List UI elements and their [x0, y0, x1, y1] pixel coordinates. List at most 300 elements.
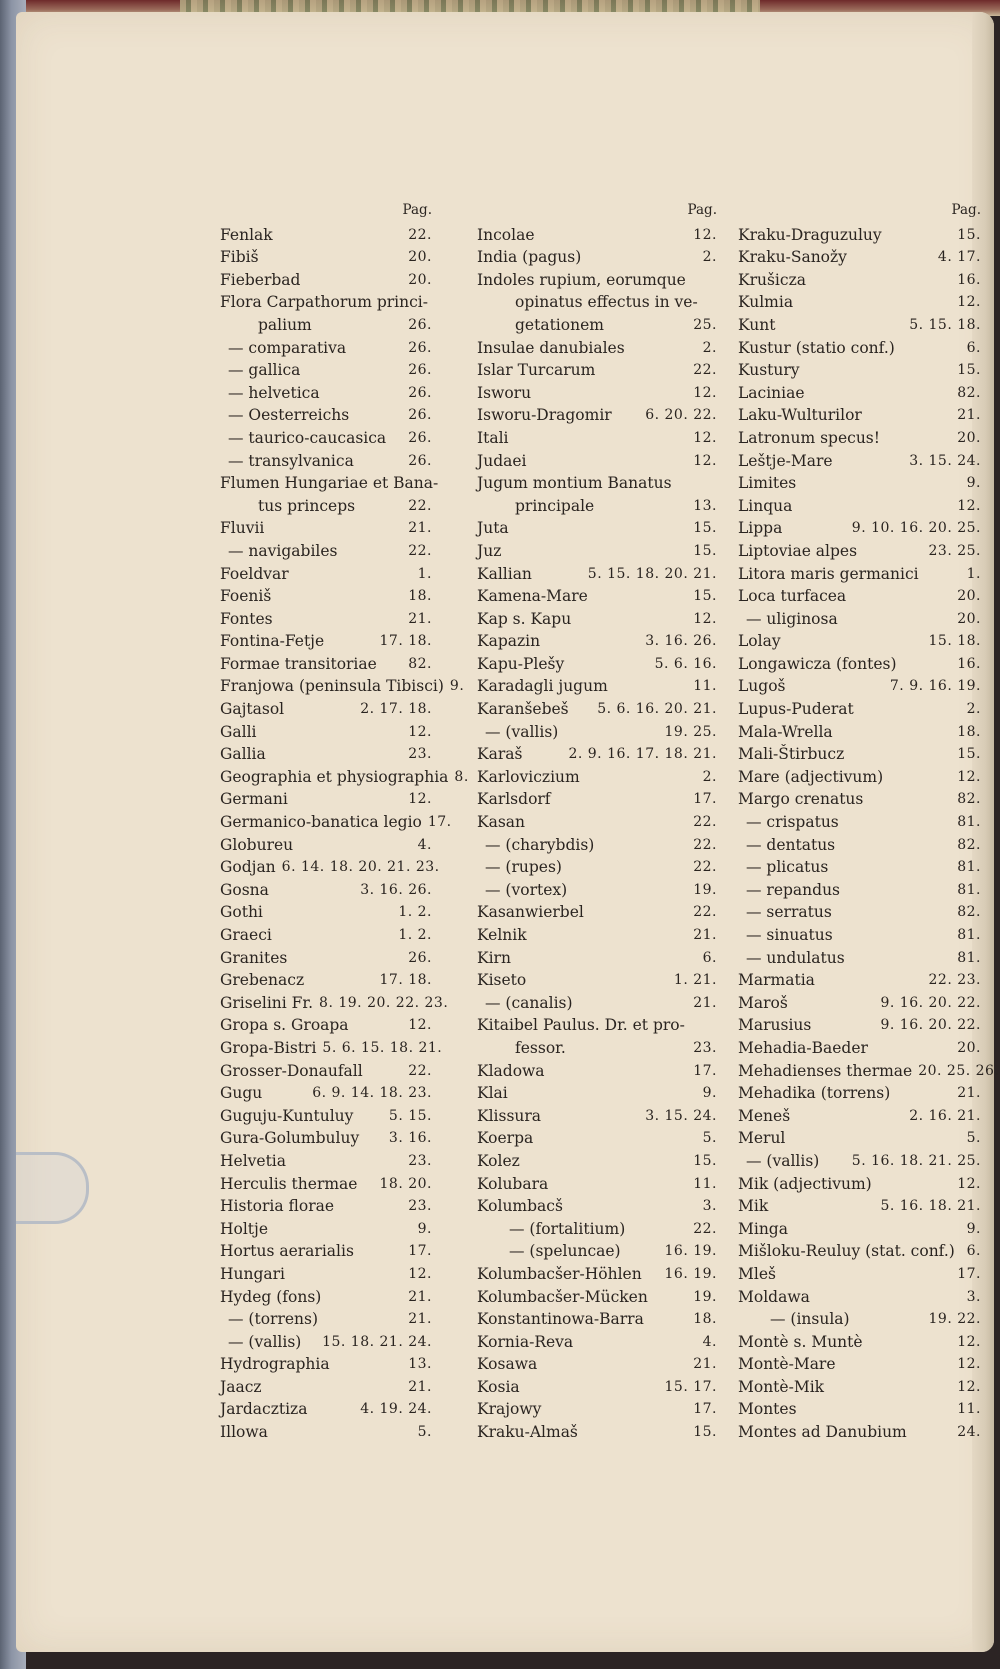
entry-term: Klai	[477, 1084, 508, 1103]
entry-pages: 15. 18. 21. 24.	[322, 1333, 432, 1350]
index-page	[16, 12, 1000, 1652]
entry-pages: 2. 17. 18.	[360, 701, 432, 718]
index-entry	[477, 538, 717, 561]
index-entry	[738, 1397, 981, 1420]
entry-pages: 5.	[417, 1424, 432, 1441]
entry-term: Mehadienses thermae	[738, 1061, 913, 1080]
entry-pages: 22.	[693, 1220, 717, 1237]
entry-pages: 5. 6. 15. 18. 21.	[322, 1039, 443, 1056]
entry-pages: 5. 6. 16.	[654, 655, 717, 672]
entry-pages: 12.	[408, 1017, 432, 1034]
entry-term: Kraku-Sanožy	[738, 248, 847, 267]
index-entry	[738, 561, 981, 584]
entry-term: — helvetica	[228, 383, 320, 402]
index-entry	[738, 335, 981, 358]
entry-term: Kelnik	[477, 926, 527, 944]
entry-pages: 22.	[693, 859, 717, 876]
entry-pages: 11.	[693, 1175, 717, 1192]
entry-pages: 5. 15.	[388, 1107, 432, 1124]
entry-term: Montè s. Muntè	[738, 1332, 863, 1351]
entry-pages: 17.	[693, 791, 717, 808]
entry-term: Lugoš	[738, 677, 786, 696]
index-entry	[738, 1329, 981, 1352]
entry-term: Kolumbacšer-Mücken	[477, 1287, 648, 1306]
entry-term: Konstantinowa-Barra	[477, 1310, 644, 1329]
entry-term: Jugum montium Banatus	[477, 474, 672, 493]
entry-pages: 2. 9. 16. 17. 18. 21.	[568, 746, 717, 763]
entry-pages: 20.	[957, 1039, 981, 1056]
entry-term: Karloviczium	[477, 767, 580, 786]
index-entry	[738, 290, 981, 313]
entry-term: — plicatus	[746, 858, 829, 877]
entry-pages: 12.	[957, 1175, 981, 1192]
entry-pages: 11.	[957, 1401, 981, 1418]
entry-pages: 17.	[693, 1062, 717, 1079]
entry-term: Gothi	[220, 903, 263, 922]
entry-pages: 3. 15. 24.	[645, 1107, 717, 1124]
entry-pages: 12.	[957, 768, 981, 785]
index-entry	[220, 764, 469, 787]
entry-term: Kasan	[477, 813, 525, 832]
index-entry	[220, 809, 452, 832]
entry-term: Foeniš	[220, 587, 272, 606]
entry-pages: 17.	[693, 1401, 717, 1418]
entry-term: Fenlak	[220, 225, 273, 244]
entry-pages: 17.	[408, 1243, 432, 1260]
entry-pages: 5. 15. 18.	[909, 316, 981, 333]
entry-pages: 12.	[693, 226, 717, 243]
entry-term: Margo crenatus	[738, 790, 864, 809]
entry-pages: 22.	[693, 814, 717, 831]
index-entry	[220, 1329, 432, 1352]
entry-pages: 8. 19. 20. 22. 23.	[319, 994, 449, 1011]
entry-pages: 9.	[417, 1220, 432, 1237]
pag-header: Pag.	[687, 202, 717, 218]
index-entry	[738, 1216, 981, 1239]
entry-pages: 5.	[702, 1130, 717, 1147]
entry-term: Germani	[220, 790, 288, 809]
index-entry	[220, 1216, 432, 1239]
index-entry	[220, 1307, 432, 1330]
entry-pages: 20. 25. 26.	[918, 1062, 1000, 1079]
entry-term: Isworu-Dragomir	[477, 406, 612, 425]
entry-term: — undulatus	[746, 948, 845, 967]
entry-term: Isworu	[477, 383, 532, 402]
entry-term: Kapazin	[477, 632, 541, 651]
index-entry	[477, 606, 717, 629]
entry-term: — (vallis)	[228, 1332, 302, 1351]
index-entry	[220, 403, 432, 426]
index-entry	[220, 245, 432, 268]
index-entry	[477, 1397, 717, 1420]
entry-term: Linqua	[738, 496, 793, 515]
index-entry	[220, 516, 432, 539]
entry-pages: 23.	[693, 1039, 717, 1056]
index-entry	[220, 312, 432, 335]
index-entry	[220, 1239, 432, 1262]
entry-term: Litora maris germanici	[738, 564, 919, 583]
index-entry	[477, 425, 717, 448]
entry-pages: 13.	[693, 497, 717, 514]
index-entry	[738, 877, 981, 900]
entry-term: Incolae	[477, 225, 535, 244]
index-entry	[477, 584, 717, 607]
entry-pages: 1.	[417, 565, 432, 582]
entry-term: Gallia	[220, 745, 266, 764]
index-entry	[738, 516, 981, 539]
entry-term: Kapu-Plešy	[477, 654, 565, 673]
entry-term: Fluvii	[220, 519, 265, 538]
index-entry	[477, 1216, 717, 1239]
entry-term: — (rupes)	[485, 858, 562, 877]
index-entry	[738, 764, 981, 787]
entry-term: — (charybdis)	[485, 835, 595, 854]
entry-term: Gajtasol	[220, 700, 285, 719]
entry-pages: 17.	[957, 1265, 981, 1282]
index-entry	[477, 945, 717, 968]
entry-pages: 16. 19.	[664, 1243, 717, 1260]
entry-pages: 13.	[408, 1356, 432, 1373]
entry-pages: 5. 15. 18. 20. 21.	[587, 565, 717, 582]
index-entry	[477, 245, 717, 268]
entry-term: Kap s. Kapu	[477, 609, 572, 628]
entry-term: — (vallis)	[746, 1151, 820, 1170]
entry-pages: 18.	[408, 588, 432, 605]
index-entry	[738, 448, 981, 471]
entry-term: Mleš	[738, 1264, 776, 1283]
entry-term: — serratus	[746, 903, 832, 922]
index-entry	[738, 945, 981, 968]
index-entry	[738, 629, 981, 652]
index-entry	[738, 968, 981, 991]
index-entry	[220, 1035, 443, 1058]
entry-pages: 20.	[957, 610, 981, 627]
entry-pages: 19.	[693, 881, 717, 898]
index-entry	[220, 674, 465, 697]
index-entry	[738, 1284, 981, 1307]
entry-pages: 81.	[957, 949, 981, 966]
entry-term: Liptoviae alpes	[738, 541, 858, 560]
entry-term: Kosawa	[477, 1355, 538, 1374]
index-entry	[738, 471, 981, 494]
entry-term: — (fortalitium)	[509, 1219, 626, 1238]
entry-pages: 12.	[408, 723, 432, 740]
entry-term: Illowa	[220, 1423, 268, 1442]
entry-pages: 22.	[693, 362, 717, 379]
entry-pages: 21.	[408, 520, 432, 537]
index-entry	[738, 1013, 981, 1036]
index-entry	[738, 358, 981, 381]
index-entry	[477, 561, 717, 584]
entry-term: — crispatus	[746, 813, 839, 832]
index-entry	[220, 1081, 432, 1104]
index-entry	[477, 832, 717, 855]
entry-term: Geographia et physiographia	[220, 767, 449, 786]
entry-term: Mik	[738, 1197, 769, 1216]
entry-pages: 82.	[408, 655, 432, 672]
entry-pages: 5. 6. 16. 20. 21.	[597, 701, 717, 718]
index-entry	[477, 1171, 717, 1194]
index-entry	[738, 809, 981, 832]
entry-term: Gura-Golumbuluy	[220, 1129, 360, 1148]
entry-term: Loca turfacea	[738, 587, 847, 606]
entry-pages: 1.	[966, 565, 981, 582]
index-entry	[477, 1103, 717, 1126]
entry-term: Formae transitoriae	[220, 654, 377, 673]
entry-pages: 22.	[408, 542, 432, 559]
entry-term: Minga	[738, 1219, 788, 1238]
entry-pages: 26.	[408, 362, 432, 379]
index-entry	[477, 222, 717, 245]
entry-term: Latronum specus!	[738, 428, 880, 447]
entry-term: Judaei	[477, 451, 527, 470]
entry-term: Meneš	[738, 1106, 791, 1125]
entry-term: Lolay	[738, 632, 781, 651]
index-entry	[220, 425, 432, 448]
entry-pages: 5. 16. 18. 21. 25.	[851, 1152, 981, 1169]
entry-pages: 26.	[408, 384, 432, 401]
entry-pages: 1. 2.	[398, 927, 432, 943]
entry-term: Kladowa	[477, 1061, 545, 1080]
index-entry	[477, 448, 717, 471]
index-entry	[220, 1397, 432, 1420]
entry-pages: 26.	[408, 429, 432, 446]
entry-pages: 12.	[957, 1356, 981, 1373]
entry-pages: 18. 20.	[379, 1175, 432, 1192]
entry-term: Hungari	[220, 1264, 286, 1283]
entry-term: Kolumbacšer-Höhlen	[477, 1264, 642, 1283]
entry-term: principale	[515, 496, 595, 515]
entry-term: Montes ad Danubium	[738, 1423, 907, 1442]
entry-term: — comparativa	[228, 338, 347, 357]
entry-term: — dentatus	[746, 835, 836, 854]
index-entry	[738, 922, 981, 945]
entry-pages: 17. 18.	[379, 972, 432, 989]
entry-term: Godjan	[220, 858, 276, 877]
index-entry	[477, 629, 717, 652]
index-entry	[738, 719, 981, 742]
index-entry	[220, 222, 432, 245]
entry-term: — transylvanica	[228, 451, 354, 470]
entry-term: Juta	[477, 519, 509, 538]
entry-pages: 82.	[957, 384, 981, 401]
entry-pages: 15.	[693, 520, 717, 537]
index-entry	[738, 1352, 981, 1375]
index-entry	[477, 651, 717, 674]
entry-pages: 26.	[408, 339, 432, 356]
index-entry	[477, 877, 717, 900]
entry-pages: 15.	[693, 1152, 717, 1169]
entry-pages: 21.	[408, 1378, 432, 1395]
entry-term: Herculis thermae	[220, 1174, 358, 1193]
entry-term: Hydeg (fons)	[220, 1287, 322, 1306]
index-entry	[738, 1058, 1000, 1081]
entry-term: Hortus aerarialis	[220, 1242, 354, 1261]
entry-term: Franjowa (peninsula Tibisci)	[220, 677, 444, 696]
entry-term: getationem	[515, 315, 604, 334]
entry-term: Krušicza	[738, 270, 806, 289]
index-entry	[220, 538, 432, 561]
entry-pages: 12.	[408, 1265, 432, 1282]
entry-term: Kulmia	[738, 293, 794, 312]
index-entry	[738, 1374, 981, 1397]
entry-pages: 12.	[957, 1333, 981, 1350]
entry-pages: 6. 14. 18. 20. 21. 23.	[281, 859, 440, 876]
entry-pages: 26.	[408, 316, 432, 333]
entry-term: Montè-Mik	[738, 1377, 825, 1396]
index-entry	[477, 742, 717, 765]
index-entry	[477, 1148, 717, 1171]
entry-term: Kolez	[477, 1151, 520, 1170]
paper-clip-icon	[16, 1152, 89, 1224]
entry-pages: 9. 16. 20. 22.	[880, 994, 981, 1011]
entry-term: Galli	[220, 722, 257, 741]
entry-pages: 1. 2.	[398, 904, 432, 921]
index-entry	[477, 471, 717, 494]
entry-pages: 21.	[693, 1356, 717, 1373]
entry-term: Kitaibel Paulus. Dr. et pro-	[477, 1016, 685, 1035]
entry-term: Historia florae	[220, 1197, 335, 1216]
entry-pages: 16.	[957, 655, 981, 672]
entry-pages: 12.	[693, 384, 717, 401]
index-entry	[738, 990, 981, 1013]
entry-pages: 16.	[957, 271, 981, 288]
entry-pages: 7. 9. 16. 19.	[889, 678, 981, 695]
index-entry	[220, 719, 432, 742]
index-entry	[220, 877, 432, 900]
entry-term: — (vortex)	[485, 880, 568, 899]
index-entry	[738, 584, 981, 607]
entry-pages: 12.	[693, 610, 717, 627]
entry-pages: 20.	[408, 249, 432, 266]
entry-term: Kraku-Almaš	[477, 1423, 578, 1442]
entry-pages: 20.	[408, 271, 432, 288]
entry-pages: 2.	[702, 249, 717, 266]
index-entry	[477, 1035, 717, 1058]
index-entry	[477, 1261, 717, 1284]
index-entry	[220, 290, 432, 313]
entry-term: Laku-Wulturilor	[738, 406, 862, 425]
index-entry	[477, 1329, 717, 1352]
entry-term: Globureu	[220, 835, 294, 854]
index-entry	[477, 493, 717, 516]
index-entry	[220, 900, 432, 923]
index-entry	[220, 651, 432, 674]
entry-term: opinatus effectus in ve-	[515, 293, 698, 312]
entry-term: Gropa-Bistri	[220, 1038, 317, 1057]
index-entry	[220, 606, 432, 629]
entry-term: Karaš	[477, 745, 523, 764]
entry-term: — (insula)	[770, 1310, 850, 1329]
index-entry	[220, 561, 432, 584]
entry-pages: 5. 16. 18. 21.	[880, 1198, 981, 1215]
entry-term: Kolubara	[477, 1174, 549, 1193]
entry-pages: 21.	[408, 1311, 432, 1328]
index-entry	[477, 764, 717, 787]
index-entry	[477, 719, 717, 742]
index-entry	[220, 787, 432, 810]
entry-pages: 15.	[693, 1424, 717, 1441]
entry-term: — navigabiles	[228, 541, 338, 560]
index-entry	[477, 516, 717, 539]
entry-term: Germanico-banatica legio	[220, 813, 422, 832]
entry-term: Mehadika (torrens)	[738, 1084, 891, 1103]
index-entry	[738, 493, 981, 516]
entry-pages: 11.	[693, 678, 717, 695]
entry-term: Kamena-Mare	[477, 587, 588, 606]
entry-term: Leštje-Mare	[738, 451, 833, 470]
index-entry	[738, 222, 981, 245]
entry-term: Karlsdorf	[477, 790, 551, 809]
entry-term: — taurico-caucasica	[228, 428, 387, 447]
index-entry	[220, 584, 432, 607]
index-entry	[738, 538, 981, 561]
entry-term: Fieberbad	[220, 270, 301, 289]
index-entry	[738, 1081, 981, 1104]
entry-term: — (canalis)	[485, 993, 573, 1012]
index-entry	[477, 1352, 717, 1375]
entry-list	[738, 222, 1000, 1442]
entry-pages: 12.	[408, 791, 432, 808]
index-entry	[738, 267, 981, 290]
entry-pages: 21.	[957, 1085, 981, 1102]
entry-pages: 21.	[957, 407, 981, 424]
entry-pages: 16. 19.	[664, 1265, 717, 1282]
entry-term: Karadagli jugum	[477, 677, 608, 696]
index-column-3	[738, 202, 1000, 1442]
index-entry	[477, 696, 717, 719]
entry-term: India (pagus)	[477, 248, 582, 267]
index-entry	[477, 1194, 717, 1217]
index-entry	[738, 1171, 981, 1194]
entry-pages: 8.	[454, 768, 469, 785]
entry-term: Jaacz	[220, 1377, 262, 1396]
index-entry	[477, 855, 717, 878]
index-entry	[477, 809, 717, 832]
entry-pages: 3. 16.	[388, 1130, 432, 1147]
entry-pages: 23.	[408, 746, 432, 763]
index-entry	[477, 900, 717, 923]
index-entry	[477, 267, 717, 290]
entry-term: Lippa	[738, 519, 783, 538]
index-entry	[738, 425, 981, 448]
index-entry	[220, 1261, 432, 1284]
index-entry	[738, 1261, 981, 1284]
entry-pages: 6.	[966, 1243, 981, 1260]
index-entry	[738, 1239, 981, 1262]
entry-pages: 21.	[408, 610, 432, 627]
entry-term: Grosser-Donaufall	[220, 1061, 363, 1080]
entry-pages: 20.	[957, 429, 981, 446]
entry-term: Itali	[477, 428, 509, 447]
entry-pages: 9.	[966, 475, 981, 492]
entry-term: Foeldvar	[220, 564, 289, 583]
index-entry	[220, 832, 432, 855]
index-entry	[220, 742, 432, 765]
entry-term: Mišloku-Reuluy (stat. conf.)	[738, 1242, 955, 1261]
entry-pages: 1. 21.	[673, 972, 717, 989]
entry-term: Graeci	[220, 926, 272, 944]
entry-term: Maroš	[738, 993, 788, 1012]
index-entry	[738, 312, 981, 335]
entry-term: — (vallis)	[485, 722, 559, 741]
entry-term: Kornia-Reva	[477, 1332, 574, 1351]
index-entry	[220, 1013, 432, 1036]
entry-pages: 15.	[957, 362, 981, 379]
entry-term: Mehadia-Baeder	[738, 1038, 868, 1057]
index-entry	[220, 1126, 432, 1149]
entry-pages: 18.	[957, 723, 981, 740]
